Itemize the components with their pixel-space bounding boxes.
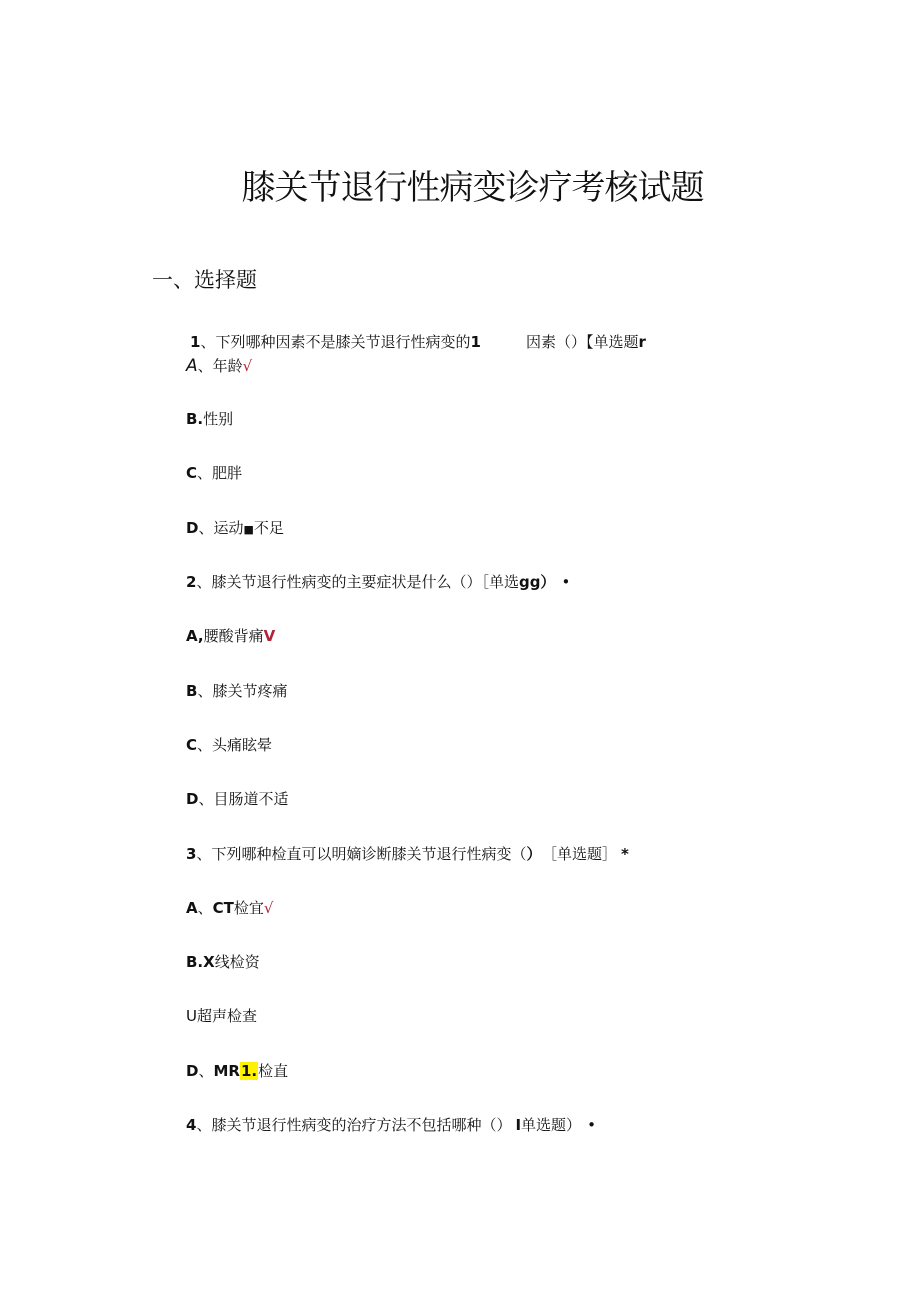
section-heading: 一、选择题 <box>152 268 257 292</box>
q2-option-b <box>186 680 287 701</box>
question-2-number: 2 <box>186 573 197 591</box>
q3-option-d <box>186 1060 288 1081</box>
question-4-marker: I <box>515 1116 522 1134</box>
question-4 <box>186 1114 596 1135</box>
q1-option-d <box>186 517 284 538</box>
q1-option-a <box>186 355 252 376</box>
page-title: 膝关节退行性病变诊疗考核试题 <box>241 168 704 208</box>
highlighted-text: 1. <box>240 1062 258 1080</box>
square-glyph-icon: ■ <box>243 523 254 536</box>
q1-option-d-text: 、运动 <box>198 519 244 537</box>
q2-option-d-letter: D <box>186 790 199 808</box>
q1-option-a-letter: A <box>186 356 198 376</box>
question-2 <box>186 571 570 592</box>
q3-option-d-sep: 、 <box>198 1062 214 1080</box>
q2-option-a-text: 腰酸背痛 <box>203 627 264 645</box>
q2-option-a-letter: A, <box>186 627 204 645</box>
question-3-paren: ） <box>526 845 542 863</box>
asterisk-icon: * <box>620 845 629 863</box>
q1-option-a-text: 、年龄 <box>197 357 243 375</box>
q3-correct-check-icon: √ <box>263 899 274 917</box>
question-1-tail <box>526 331 646 352</box>
q1-option-b-letter: B. <box>186 410 204 428</box>
q3-option-a <box>186 897 273 918</box>
q2-option-b-text: 、膝关节疼痛 <box>197 682 288 700</box>
q3-option-a-sep: 、 <box>197 899 213 917</box>
q1-option-c-text: 、肥胖 <box>197 464 243 482</box>
q1-correct-check-icon: √ <box>242 357 253 375</box>
q2-option-d-text: 、目肠道不适 <box>198 790 289 808</box>
bullet-icon: • <box>561 573 571 591</box>
question-4-number: 4 <box>186 1116 197 1134</box>
q3-option-d-mr: MR <box>213 1062 240 1080</box>
q2-option-d <box>186 788 288 809</box>
question-1-number: 1 <box>190 333 201 351</box>
q3-option-a-text: 检宜 <box>233 899 264 917</box>
question-2-text: 、膝关节退行性病变的主要症状是什么（）［单选 <box>196 573 519 591</box>
q3-option-b-letter: B.X <box>186 953 215 971</box>
question-1-type: 因素（）【单选题 <box>526 333 639 351</box>
q3-option-a-ct: CT <box>212 899 234 917</box>
question-1-number-2: 1 <box>470 333 481 351</box>
bullet-icon: • <box>587 1116 596 1134</box>
q2-option-b-letter: B <box>186 682 198 700</box>
q2-option-c-text: 、头痛眩晕 <box>197 736 273 754</box>
q2-option-c <box>186 734 272 755</box>
question-2-type: gg） <box>518 573 556 591</box>
question-1 <box>190 331 481 352</box>
q3-option-d-text: 检直 <box>258 1062 289 1080</box>
q3-option-a-letter: A <box>186 899 198 917</box>
q1-option-d-letter: D <box>186 519 199 537</box>
q2-correct-check-icon: V <box>263 627 276 645</box>
question-4-text: 、膝关节退行性病变的治疗方法不包括哪种（） <box>196 1116 512 1134</box>
question-3-number: 3 <box>186 845 197 863</box>
question-1-text: 、下列哪种因素不是膝关节退行性病变的 <box>200 333 471 351</box>
question-1-type-end: r <box>638 333 646 351</box>
question-3-text: 、下列哪种检直可以明嫡诊断膝关节退行性病变（ <box>196 845 527 863</box>
q1-option-d-text-2: 不足 <box>253 519 284 537</box>
question-3-type: ［单选题］ <box>549 845 617 863</box>
q3-option-d-letter: D <box>186 1062 199 1080</box>
q3-option-c <box>186 1005 257 1026</box>
q2-option-c-letter: C <box>186 736 198 754</box>
q3-option-c-text: U超声检查 <box>186 1007 257 1025</box>
q3-option-b-text: 线检资 <box>214 953 260 971</box>
question-3 <box>186 843 629 864</box>
q1-option-c-letter: C <box>186 464 198 482</box>
q2-option-a <box>186 625 275 646</box>
question-4-type: 单选题） <box>521 1116 582 1134</box>
q3-option-b <box>186 951 260 972</box>
q1-option-b <box>186 408 233 429</box>
q1-option-b-text: 性别 <box>203 410 234 428</box>
q1-option-c <box>186 462 242 483</box>
